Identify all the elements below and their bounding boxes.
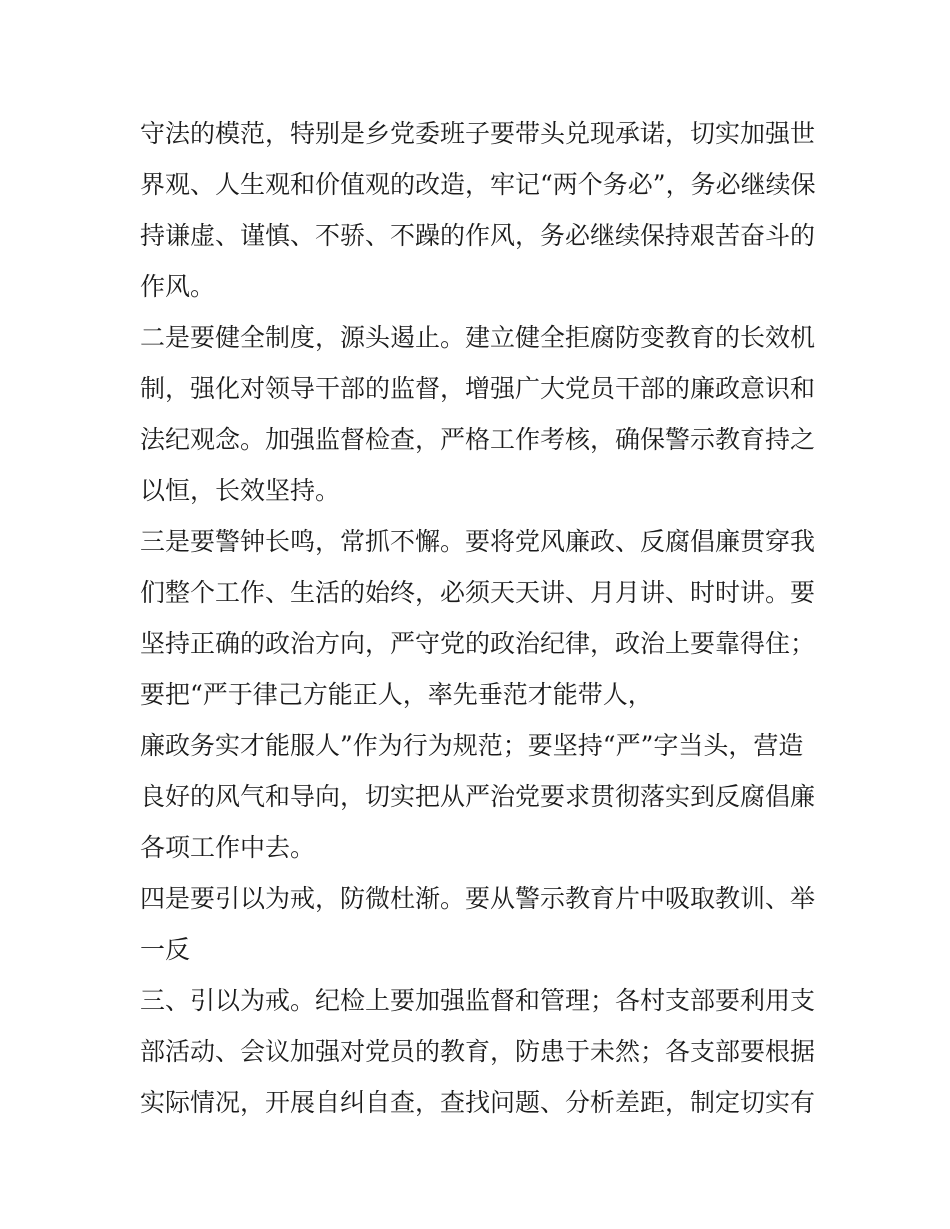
text-line: 持谦虚、谨慎、不骄、不躁的作风，务必继续保持艰苦奋斗的 (140, 221, 816, 250)
text-line: 们整个工作、生活的始终，必须天天讲、月月讲、时时讲。要 (140, 578, 816, 607)
text-line: 良好的风气和导向，切实把从严治党要求贯彻落实到反腐倡廉 (140, 782, 816, 811)
body-text (140, 108, 820, 1128)
text-line: 各项工作中去。 (140, 833, 316, 862)
text-line: 二是要健全制度，源头遏止。建立健全拒腐防变教育的长效机 (140, 323, 816, 352)
text-line: 一反 (140, 935, 191, 964)
text-line: 以恒，长效坚持。 (140, 476, 341, 505)
text-line: 作风。 (140, 272, 216, 301)
text-line: 部活动、会议加强对党员的教育，防患于未然；各支部要根据 (140, 1037, 816, 1066)
text-line: 法纪观念。加强监督检查，严格工作考核，确保警示教育持之 (140, 425, 816, 454)
text-line: 守法的模范，特别是乡党委班子要带头兑现承诺，切实加强世 (140, 119, 816, 148)
text-line: 四是要引以为戒，防微杜渐。要从警示教育片中吸取教训、举 (140, 884, 816, 913)
text-line: 三是要警钟长鸣，常抓不懈。要将党风廉政、反腐倡廉贯穿我 (140, 527, 816, 556)
text-line: 制，强化对领导干部的监督，增强广大党员干部的廉政意识和 (140, 374, 816, 403)
text-line: 界观、人生观和价值观的改造，牢记“两个务必”，务必继续保 (140, 170, 816, 199)
text-line: 实际情况，开展自纠自查，查找问题、分析差距，制定切实有 (140, 1088, 816, 1117)
text-line: 三、引以为戒。纪检上要加强监督和管理；各村支部要利用支 (140, 986, 816, 1015)
text-line: 坚持正确的政治方向，严守党的政治纪律，政治上要靠得住； (140, 629, 816, 658)
text-line: 要把“严于律己方能正人，率先垂范才能带人， (140, 680, 653, 709)
text-line: 廉政务实才能服人”作为行为规范；要坚持“严”字当头，营造 (140, 731, 804, 760)
